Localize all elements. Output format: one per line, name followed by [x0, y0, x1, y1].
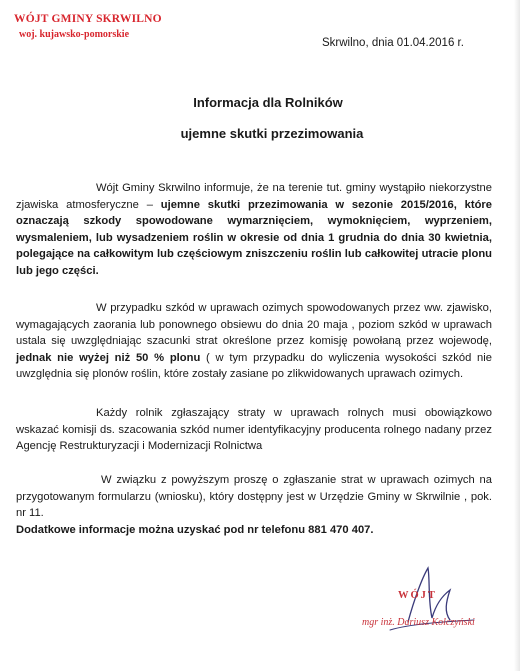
- paragraph-producer-number-text: Każdy rolnik zgłaszający straty w uprawach rolnych musi obowiązkowo wskazać komisji ds. szacowania szkód numer identyfikacyjny producenta rolnego nadany przez Agencję Restrukturyzacji i Modernizacji Rolnictwa: [16, 407, 492, 452]
- paragraph-report-request: [16, 472, 492, 522]
- paragraph-damage-rules-normal-1: W przypadku szkód w uprawach ozimych spowodowanych przez ww. zjawisko, wymagających zaorania lub ponownego obsiewu do dnia 20 maja , poziom szkód w uprawach ustala się uwzględniając szacunki strat określone przez komisję powołaną przez wojewodę,: [16, 302, 492, 347]
- paragraph-report-request-text: W związku z powyższym proszę o zgłaszanie strat w uprawach ozimych na przygotowanym formularzu (wniosku), który dostępny jest w Urzędzie Gminy w Skrwilnie , pok. nr 11.: [16, 474, 492, 519]
- paragraph-announcement-bold: ujemne skutki przezimowania w sezonie 2015/2016, które oznaczają szkody spowodowane wymarznięciem, wymoknięciem, wyprzeniem, wysmaleniem, lub wysadzeniem roślin w okresie od dnia 1 grudnia do dnia 30 kwietnia, polegające na całkowitym lub częściowym zniszczeniu roślin lub całkowitej utracie plonu lub jego części.: [16, 198, 492, 277]
- stamp-office-title: WÓJT GMINY SKRWILNO: [14, 13, 162, 25]
- stamp-region: woj. kujawsko-pomorskie: [19, 29, 130, 40]
- header-stamp: [14, 12, 162, 42]
- document-title: Informacja dla Rolników: [193, 95, 343, 110]
- document-subtitle: ujemne skutki przezimowania: [180, 126, 364, 141]
- paragraph-announcement: [16, 180, 492, 279]
- paragraph-damage-rules-bold: jednak nie wyżej niż 50 % plonu: [16, 351, 201, 364]
- signature-stamp-name: mgr inż. Dariusz Kolczyński: [362, 617, 475, 628]
- paragraph-producer-number: [16, 405, 492, 455]
- paragraph-damage-rules: [16, 300, 492, 383]
- place-and-date: Skrwilno, dnia 01.04.2016 r.: [322, 37, 464, 49]
- signature-stamp-title: WÓJT: [398, 590, 437, 601]
- contact-phone-line: Dodatkowe informacje można uzyskać pod nr telefonu 881 470 407.: [16, 524, 374, 536]
- paragraph-announcement-normal: Wójt Gminy Skrwilno informuje, że na terenie tut. gminy wystąpiło niekorzystne zjawiska atmosferyczne –: [16, 182, 492, 211]
- paragraph-damage-rules-normal-2: ( w tym przypadku do wyliczenia wysokości szkód nie uwzględnia się plonów roślin, które zostały zasiane po zlikwidowanych uprawach ozimych.: [16, 351, 492, 380]
